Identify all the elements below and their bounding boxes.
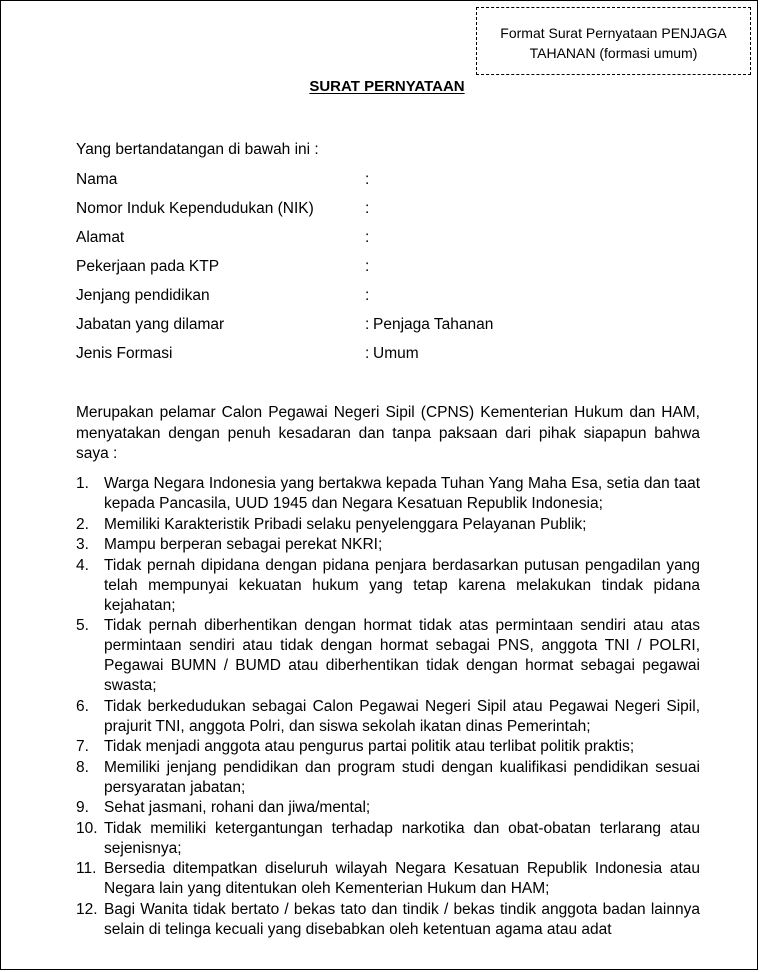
list-number: 10. (76, 819, 98, 837)
list-text: Bagi Wanita tidak bertato / bekas tato dan tindik / bekas tindik anggota badan lainnya selain di telinga kecuali yang disebabkan oleh ketentuan agama atau adat (104, 900, 700, 938)
list-number: 2. (76, 515, 89, 533)
field-row-alamat (76, 228, 716, 257)
list-text: Warga Negara Indonesia yang bertakwa kepada Tuhan Yang Maha Esa, setia dan taat kepada Pancasila, UUD 1945 dan Negara Kesatuan Republik Indonesia; (104, 475, 700, 512)
list-number: 12. (76, 900, 98, 918)
list-item (76, 737, 700, 757)
field-label: Pekerjaan pada KTP (76, 258, 220, 275)
list-item (76, 616, 700, 696)
list-text: Memiliki jenjang pendidikan dan program studi dengan kualifikasi pendidikan sesuai persyaratan jabatan; (104, 758, 700, 796)
field-colon: : (365, 171, 370, 188)
list-text: Sehat jasmani, rohani dan jiwa/mental; (104, 799, 371, 816)
list-text: Tidak pernah diberhentikan dengan hormat tidak atas permintaan sendiri atau atas permintaan sendiri atau tidak dengan hormat sebagai PNS, anggota TNI / POLRI, Pegawai BUMN / BUMD atau diberhentikan tidak dengan hormat sebagai pegawai swasta; (104, 617, 700, 694)
list-item (76, 556, 700, 616)
list-number: 4. (76, 556, 89, 574)
list-text: Tidak menjadi anggota atau pengurus partai politik atau terlibat politik praktis; (104, 738, 635, 755)
field-row-pekerjaan (76, 257, 716, 286)
list-item (76, 515, 700, 535)
list-number: 6. (76, 697, 89, 715)
format-note-line1: Format Surat Pernyataan PENJAGA (500, 25, 727, 41)
list-number: 3. (76, 536, 89, 553)
field-row-nik (76, 199, 716, 228)
field-label: Jabatan yang dilamar (76, 316, 225, 333)
format-note-line2: TAHANAN (formasi umum) (529, 45, 698, 61)
identity-fields (76, 170, 716, 373)
field-row-pendidikan (76, 286, 716, 315)
list-item (76, 758, 700, 798)
field-label: Jenjang pendidikan (76, 287, 210, 304)
format-note-box (476, 7, 751, 75)
field-label: Nama (76, 171, 118, 188)
list-item (76, 535, 700, 555)
field-row-jabatan (76, 315, 716, 344)
list-text: Tidak memiliki ketergantungan terhadap narkotika dan obat-obatan terlarang atau sejenisnya; (104, 819, 700, 857)
field-label: Jenis Formasi (76, 345, 173, 362)
field-row-nama (76, 170, 716, 199)
list-item (76, 859, 700, 899)
list-number: 5. (76, 617, 89, 634)
list-text: Memiliki Karakteristik Pribadi selaku penyelenggara Pelayanan Publik; (104, 515, 587, 533)
list-number: 11. (76, 860, 97, 877)
list-item (76, 697, 700, 737)
list-item (76, 474, 700, 514)
list-text: Bersedia ditempatkan diseluruh wilayah Negara Kesatuan Republik Indonesia atau Negara lain yang ditentukan oleh Kementerian Hukum dan HAM; (104, 860, 700, 897)
list-number: 7. (76, 738, 89, 755)
list-number: 9. (76, 799, 89, 816)
intro-line: Yang bertandatangan di bawah ini : (76, 141, 319, 158)
field-colon: : (365, 200, 370, 217)
field-value: Umum (373, 345, 419, 362)
field-value: Penjaga Tahanan (373, 316, 494, 333)
field-colon: : (365, 229, 370, 246)
list-item (76, 900, 700, 940)
list-number: 1. (76, 475, 89, 492)
field-colon: : (365, 316, 370, 333)
list-item (76, 798, 700, 818)
field-colon: : (365, 258, 370, 275)
list-item (76, 819, 700, 859)
list-text: Mampu berperan sebagai perekat NKRI; (104, 536, 383, 553)
statement-paragraph: Merupakan pelamar Calon Pegawai Negeri Sipil (CPNS) Kementerian Hukum dan HAM, menyatakan dengan penuh kesadaran dan tanpa paksaan dari pihak siapapun bahwa saya : (76, 404, 700, 462)
document-title: SURAT PERNYATAAN (309, 78, 465, 95)
field-row-formasi (76, 344, 716, 373)
list-text: Tidak berkedudukan sebagai Calon Pegawai Negeri Sipil atau Pegawai Negeri Sipil, prajurit TNI, anggota Polri, dan siswa sekolah ikatan dinas Pemerintah; (104, 697, 700, 735)
list-text: Tidak pernah dipidana dengan pidana penjara berdasarkan putusan pengadilan yang telah mempunyai kekuatan hukum yang tetap karena melakukan tindak pidana kejahatan; (104, 556, 700, 614)
field-label: Alamat (76, 229, 125, 246)
list-number: 8. (76, 758, 89, 776)
field-colon: : (365, 287, 370, 304)
field-colon: : (365, 345, 370, 362)
field-label: Nomor Induk Kependudukan (NIK) (76, 200, 314, 217)
statement-list (76, 474, 700, 940)
